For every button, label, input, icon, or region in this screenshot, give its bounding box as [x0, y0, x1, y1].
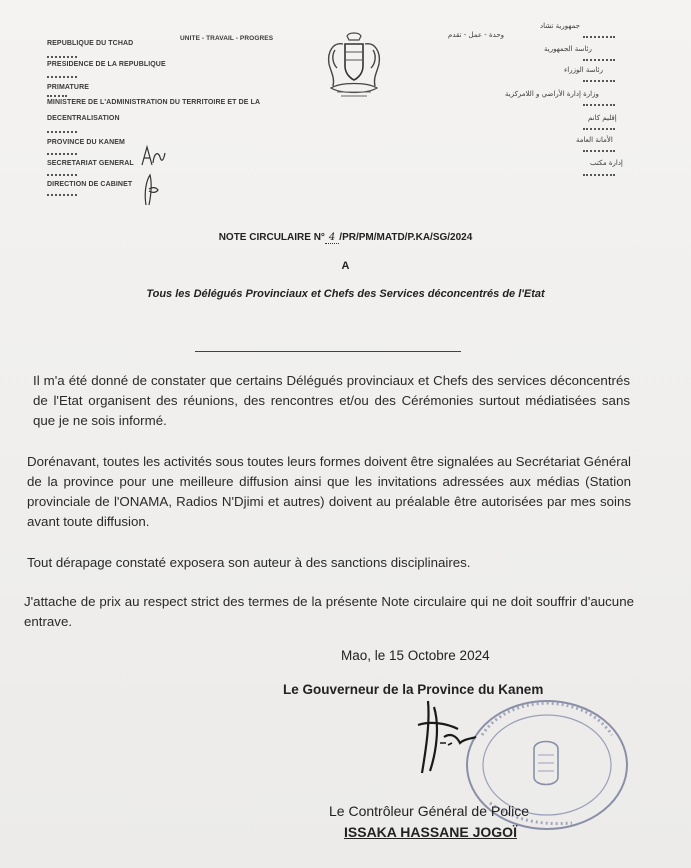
note-reference: /PR/PM/MATD/P.KA/SG/2024 — [339, 232, 473, 243]
header-direction-arabic: إدارة مكتب — [590, 159, 623, 167]
header-primature: PRIMATURE — [47, 84, 89, 91]
header-direction: DIRECTION DE CABINET — [47, 181, 133, 188]
header-ministry-line1: MINISTERE DE L'ADMINISTRATION DU TERRITOIRE ET DE LA — [47, 99, 261, 106]
header-ministry-arabic: وزارة إدارة الأراضي و اللامركزية — [505, 90, 599, 98]
dotted-separator — [47, 76, 77, 78]
dotted-separator — [583, 104, 615, 106]
dotted-separator — [583, 59, 615, 61]
body-paragraph-2: Dorénavant, toutes les activités sous toutes leurs formes doivent être signalées au Secrétariat Général de la province pour une meilleure diffusion ainsi que les invitations adressées aux médias (Station provinciale de l'ONAMA, Radios N'Djimi et autres) doivent au préalable être autorisées par mes soins avant toute diffusion. — [27, 454, 631, 529]
dotted-separator — [583, 150, 615, 152]
signatory-name: ISSAKA HASSANE JOGOÏ — [344, 824, 517, 840]
note-title — [0, 232, 691, 243]
dotted-separator — [583, 128, 615, 130]
place-date: Mao, le 15 Octobre 2024 — [341, 648, 490, 663]
note-number-handwritten: 4 — [325, 232, 339, 244]
header-primature-arabic: رئاسة الوزراء — [564, 66, 603, 74]
body-paragraph-1: Il m'a été donné de constater que certains Délégués provinciaux et Chefs des services déconcentrés de l'Etat organisent des réunions, des rencontres et/ou des Cérémonies surtout médiatisées sans que je ne sois informé. — [33, 373, 630, 428]
coat-of-arms-emblem — [323, 30, 385, 102]
destination-a: A — [341, 260, 350, 272]
header-presidency: PRESIDENCE DE LA REPUBLIQUE — [47, 61, 166, 68]
header-secretariat-arabic: الأمانة العامة — [576, 136, 613, 144]
dotted-separator — [47, 95, 67, 97]
header-province-arabic: إقليم كانم — [588, 114, 617, 122]
handwritten-initials — [138, 143, 170, 208]
header-republic: REPUBLIQUE DU TCHAD — [47, 40, 134, 47]
header-motto-arabic: وحدة - عمل - تقدم — [448, 31, 505, 39]
body-paragraph-4: J'attache de prix au respect strict des termes de la présente Note circulaire qui ne doit souffrir d'aucune entrave. — [24, 594, 634, 629]
signatory-rank: Le Contrôleur Général de Police — [329, 803, 530, 819]
destination-recipients: Tous les Délégués Provinciaux et Chefs des Services déconcentrés de l'Etat — [146, 288, 545, 300]
header-presidency-arabic: رئاسة الجمهورية — [544, 45, 592, 53]
handwritten-signature — [400, 693, 490, 793]
dotted-separator — [583, 80, 615, 82]
separator-line — [195, 351, 461, 352]
dotted-separator — [583, 174, 615, 176]
body-paragraph-3: Tout dérapage constaté exposera son auteur à des sanctions disciplinaires. — [27, 555, 471, 570]
dotted-separator — [583, 36, 615, 38]
header-ministry-line2: DECENTRALISATION — [47, 115, 120, 122]
dotted-separator — [47, 56, 77, 58]
header-republic-arabic: جمهورية تشاد — [540, 22, 580, 30]
dotted-separator — [47, 194, 77, 196]
dotted-separator — [47, 153, 77, 155]
note-title-label: NOTE CIRCULAIRE N° — [218, 232, 325, 243]
dotted-separator — [47, 131, 77, 133]
header-secretariat: SECRETARIAT GENERAL — [47, 160, 134, 167]
dotted-separator — [47, 174, 77, 176]
header-motto: UNITE - TRAVAIL - PROGRES — [180, 35, 274, 42]
signatory-title: Le Gouverneur de la Province du Kanem — [283, 682, 544, 697]
header-province: PROVINCE DU KANEM — [47, 139, 125, 146]
